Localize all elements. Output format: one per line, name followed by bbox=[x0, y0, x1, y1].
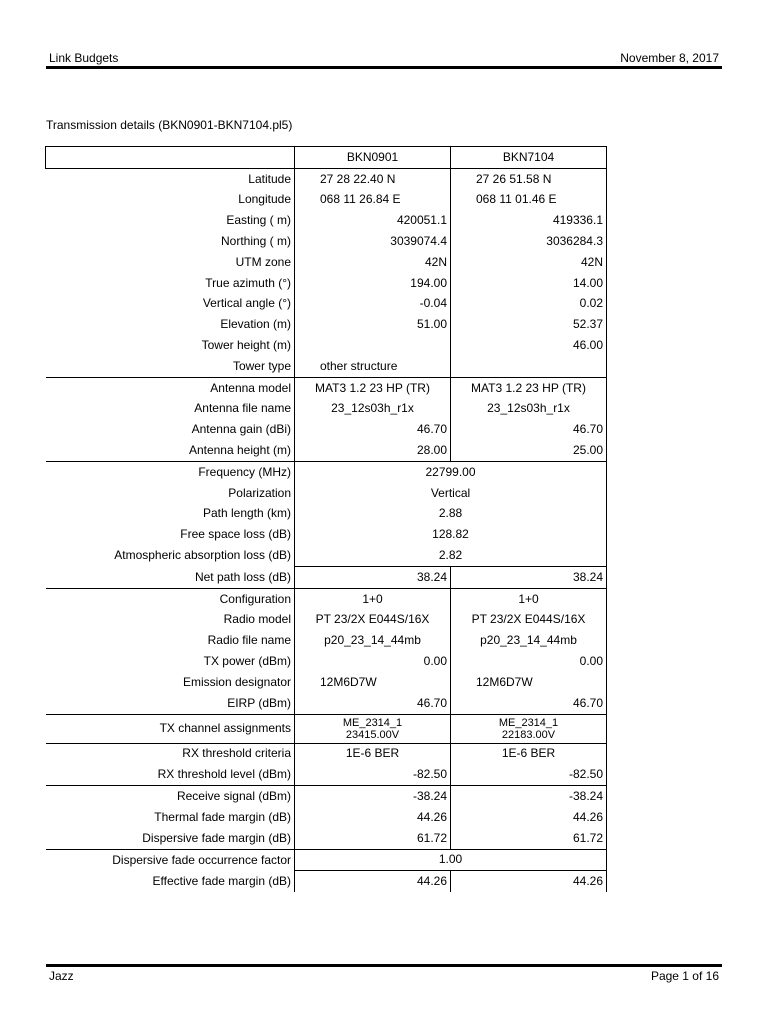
cell-shared: 22799.00 bbox=[295, 461, 607, 482]
row-label: Elevation (m) bbox=[46, 314, 295, 335]
row-label: Antenna model bbox=[46, 377, 295, 398]
cell-bkn0901: 1E-6 BER bbox=[295, 743, 451, 764]
cell-shared: Vertical bbox=[295, 483, 607, 504]
page-number: Page 1 of 16 bbox=[650, 969, 719, 983]
row-label: Path length (km) bbox=[46, 504, 295, 525]
cell-bkn7104: -38.24 bbox=[451, 786, 607, 807]
cell-bkn7104: 419336.1 bbox=[451, 210, 607, 231]
row-label: Antenna gain (dBi) bbox=[46, 419, 295, 440]
channel-name: ME_2314_1 bbox=[498, 716, 559, 729]
table-row bbox=[46, 764, 607, 785]
cell-bkn7104: 25.00 bbox=[451, 440, 607, 461]
row-label: Dispersive fade margin (dB) bbox=[46, 828, 295, 849]
table-row bbox=[46, 483, 607, 504]
cell-bkn7104: 12M6D7W bbox=[451, 672, 607, 693]
cell-bkn7104: 0.00 bbox=[451, 651, 607, 672]
cell-bkn7104: 46.00 bbox=[451, 335, 607, 356]
row-label: Latitude bbox=[46, 168, 295, 189]
row-label: Dispersive fade occurrence factor bbox=[46, 849, 295, 871]
table-row bbox=[46, 828, 607, 849]
cell-bkn0901: 23_12s03h_r1x bbox=[295, 399, 451, 420]
page-footer bbox=[46, 969, 722, 983]
cell-bkn0901: 420051.1 bbox=[295, 210, 451, 231]
cell-bkn7104: 14.00 bbox=[451, 273, 607, 294]
table-row bbox=[46, 588, 607, 609]
column-header-bkn7104: BKN7104 bbox=[451, 147, 607, 169]
cell-bkn7104: 61.72 bbox=[451, 828, 607, 849]
table-row bbox=[46, 610, 607, 631]
table-header-row bbox=[46, 147, 607, 169]
cell-bkn0901: 27 28 22.40 N bbox=[295, 168, 451, 189]
transmission-details-table bbox=[45, 146, 607, 892]
cell-bkn0901: 28.00 bbox=[295, 440, 451, 461]
cell-bkn7104: 52.37 bbox=[451, 314, 607, 335]
cell-bkn0901: 42N bbox=[295, 252, 451, 273]
cell-bkn7104: 1+0 bbox=[451, 588, 607, 609]
table-row bbox=[46, 231, 607, 252]
cell-bkn7104: 42N bbox=[451, 252, 607, 273]
row-label: Net path loss (dB) bbox=[46, 566, 295, 588]
row-label: Polarization bbox=[46, 483, 295, 504]
cell-bkn0901: p20_23_14_44mb bbox=[295, 630, 451, 651]
cell-bkn7104 bbox=[451, 714, 607, 743]
row-label: Frequency (MHz) bbox=[46, 461, 295, 482]
header-rule bbox=[46, 66, 722, 69]
cell-bkn7104: 0.02 bbox=[451, 294, 607, 315]
table-row bbox=[46, 786, 607, 807]
cell-bkn7104: 46.70 bbox=[451, 693, 607, 714]
row-label: Atmospheric absorption loss (dB) bbox=[46, 545, 295, 566]
cell-bkn7104: -82.50 bbox=[451, 764, 607, 785]
table-row bbox=[46, 693, 607, 714]
cell-bkn7104: 23_12s03h_r1x bbox=[451, 399, 607, 420]
footer-rule bbox=[46, 964, 722, 967]
cell-bkn0901: 44.26 bbox=[295, 807, 451, 828]
header-title: Link Budgets bbox=[49, 51, 119, 65]
cell-bkn7104: 1E-6 BER bbox=[451, 743, 607, 764]
channel-frequency: 23415.00V bbox=[345, 728, 400, 741]
table-row bbox=[46, 273, 607, 294]
cell-bkn0901: other structure bbox=[295, 356, 451, 377]
cell-bkn7104 bbox=[451, 356, 607, 377]
row-label: RX threshold criteria bbox=[46, 743, 295, 764]
page-header bbox=[46, 51, 722, 65]
table-row bbox=[46, 743, 607, 764]
row-label: Emission designator bbox=[46, 672, 295, 693]
table-row bbox=[46, 630, 607, 651]
table-row bbox=[46, 714, 607, 743]
table-row bbox=[46, 545, 607, 566]
table-row bbox=[46, 399, 607, 420]
row-label: Vertical angle (°) bbox=[46, 294, 295, 315]
cell-bkn7104: 44.26 bbox=[451, 871, 607, 892]
table-row bbox=[46, 356, 607, 377]
cell-shared: 128.82 bbox=[295, 524, 607, 545]
table-row bbox=[46, 377, 607, 398]
table-row bbox=[46, 168, 607, 189]
table-caption: Transmission details (BKN0901-BKN7104.pl5) bbox=[46, 118, 293, 132]
table-row bbox=[46, 807, 607, 828]
cell-bkn7104: 46.70 bbox=[451, 419, 607, 440]
table-row bbox=[46, 524, 607, 545]
row-label: UTM zone bbox=[46, 252, 295, 273]
row-label: Northing ( m) bbox=[46, 231, 295, 252]
table-row bbox=[46, 294, 607, 315]
row-label: Radio file name bbox=[46, 630, 295, 651]
row-label: EIRP (dBm) bbox=[46, 693, 295, 714]
column-header-blank bbox=[46, 147, 295, 169]
table-row bbox=[46, 210, 607, 231]
cell-bkn0901: 194.00 bbox=[295, 273, 451, 294]
table-row bbox=[46, 190, 607, 211]
row-label: Effective fade margin (dB) bbox=[46, 871, 295, 892]
cell-bkn0901: -0.04 bbox=[295, 294, 451, 315]
cell-bkn7104: 38.24 bbox=[451, 566, 607, 588]
table-row bbox=[46, 871, 607, 892]
table-row bbox=[46, 504, 607, 525]
cell-bkn7104: 068 11 01.46 E bbox=[451, 190, 607, 211]
cell-shared: 1.00 bbox=[295, 849, 607, 871]
table-row bbox=[46, 566, 607, 588]
row-label: Longitude bbox=[46, 190, 295, 211]
cell-bkn0901: 12M6D7W bbox=[295, 672, 451, 693]
cell-bkn0901: 46.70 bbox=[295, 419, 451, 440]
table-row bbox=[46, 252, 607, 273]
row-label: Receive signal (dBm) bbox=[46, 786, 295, 807]
row-label: Tower type bbox=[46, 356, 295, 377]
cell-bkn0901: 51.00 bbox=[295, 314, 451, 335]
cell-bkn0901: 3039074.4 bbox=[295, 231, 451, 252]
cell-bkn0901: 0.00 bbox=[295, 651, 451, 672]
row-label: TX channel assignments bbox=[46, 714, 295, 743]
cell-bkn0901: MAT3 1.2 23 HP (TR) bbox=[295, 377, 451, 398]
row-label: Free space loss (dB) bbox=[46, 524, 295, 545]
cell-bkn0901: PT 23/2X E044S/16X bbox=[295, 610, 451, 631]
cell-bkn7104: 27 26 51.58 N bbox=[451, 168, 607, 189]
table-row bbox=[46, 440, 607, 461]
cell-bkn0901: 44.26 bbox=[295, 871, 451, 892]
row-label: Configuration bbox=[46, 588, 295, 609]
row-label: Antenna height (m) bbox=[46, 440, 295, 461]
cell-bkn0901: -82.50 bbox=[295, 764, 451, 785]
table-row bbox=[46, 849, 607, 871]
row-label: Radio model bbox=[46, 610, 295, 631]
cell-shared: 2.82 bbox=[295, 545, 607, 566]
channel-frequency: 22183.00V bbox=[501, 728, 556, 741]
cell-bkn7104: p20_23_14_44mb bbox=[451, 630, 607, 651]
cell-bkn7104: 44.26 bbox=[451, 807, 607, 828]
cell-shared: 2.88 bbox=[295, 504, 607, 525]
cell-bkn0901 bbox=[295, 335, 451, 356]
footer-company: Jazz bbox=[49, 969, 74, 983]
cell-bkn7104: MAT3 1.2 23 HP (TR) bbox=[451, 377, 607, 398]
row-label: RX threshold level (dBm) bbox=[46, 764, 295, 785]
cell-bkn0901: 38.24 bbox=[295, 566, 451, 588]
table-row bbox=[46, 335, 607, 356]
cell-bkn0901: 61.72 bbox=[295, 828, 451, 849]
row-label: Tower height (m) bbox=[46, 335, 295, 356]
table-row bbox=[46, 651, 607, 672]
cell-bkn0901: -38.24 bbox=[295, 786, 451, 807]
column-header-bkn0901: BKN0901 bbox=[295, 147, 451, 169]
cell-bkn7104: 3036284.3 bbox=[451, 231, 607, 252]
cell-bkn0901: 1+0 bbox=[295, 588, 451, 609]
table-row bbox=[46, 419, 607, 440]
table-row bbox=[46, 314, 607, 335]
cell-bkn0901: 46.70 bbox=[295, 693, 451, 714]
cell-bkn7104: PT 23/2X E044S/16X bbox=[451, 610, 607, 631]
header-date: November 8, 2017 bbox=[620, 51, 719, 65]
channel-name: ME_2314_1 bbox=[342, 716, 403, 729]
cell-bkn0901: 068 11 26.84 E bbox=[295, 190, 451, 211]
cell-bkn0901 bbox=[295, 714, 451, 743]
row-label: TX power (dBm) bbox=[46, 651, 295, 672]
row-label: Antenna file name bbox=[46, 399, 295, 420]
row-label: Easting ( m) bbox=[46, 210, 295, 231]
row-label: Thermal fade margin (dB) bbox=[46, 807, 295, 828]
row-label: True azimuth (°) bbox=[46, 273, 295, 294]
table-row bbox=[46, 672, 607, 693]
table-row bbox=[46, 461, 607, 482]
